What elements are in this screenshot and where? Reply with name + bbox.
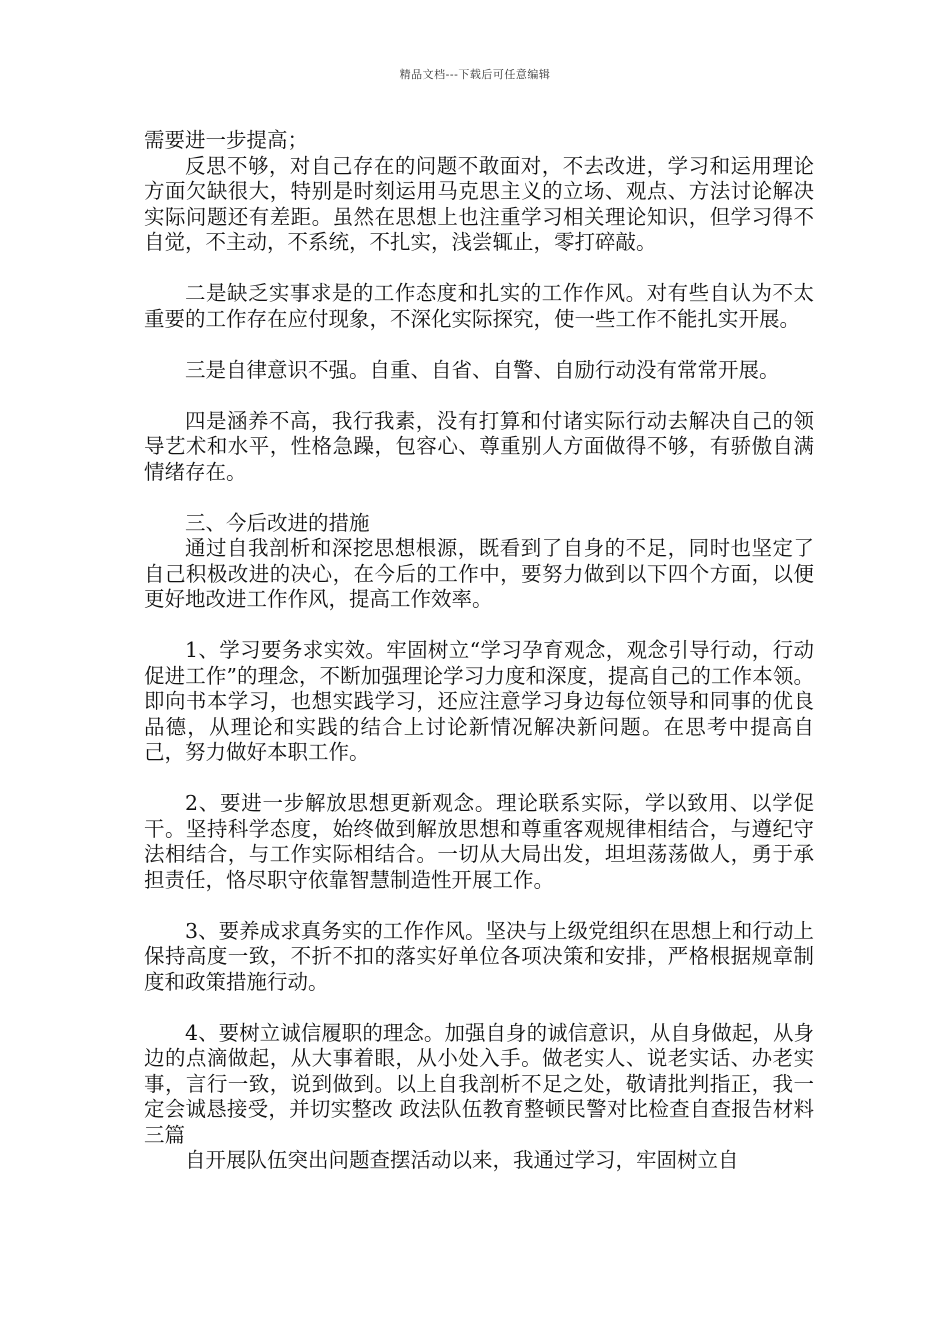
list-item: 2、要进一步解放思想更新观念。理论联系实际，学以致用、以学促干。坚持科学态度，始终做到解放思想和尊重客观规律相结合，与遵纪守法相结合，与工作实际相结合。一切从大局出发，坦坦荡荡做人，勇于承担责任，恪尽职守依靠智慧制造性开展工作。 [144, 791, 814, 892]
paragraph: 四是涵养不高，我行我素，没有打算和付诸实际行动去解决自己的领导艺术和水平，性格急躁，包容心、尊重别人方面做得不够，有骄傲自满情绪存在。 [144, 408, 814, 484]
section-heading: 三、今后改进的措施 [185, 510, 370, 535]
paragraph: 三是自律意识不强。自重、自省、自警、自励行动没有常常开展。 [185, 357, 780, 382]
paragraph: 自开展队伍突出问题查摆活动以来，我通过学习，牢固树立自 [185, 1148, 739, 1172]
paragraph: 二是缺乏实事求是的工作态度和扎实的工作作风。对有些自认为不太重要的工作存在应付现象，不深化实际探究，使一些工作不能扎实开展。 [144, 281, 814, 331]
paragraph: 反思不够，对自己存在的问题不敢面对，不去改进，学习和运用理论方面欠缺很大，特别是时刻运用马克思主义的立场、观点、方法讨论解决实际问题还有差距。虽然在思想上也注重学习相关理论知识，但学习得不自觉，不主动，不系统，不扎实，浅尝辄止，零打碎敲。 [144, 153, 814, 254]
paragraph: 需要进一步提高； [144, 128, 308, 152]
list-item: 4、要树立诚信履职的理念。加强自身的诚信意识，从自身做起，从身边的点滴做起，从大事着眼，从小处入手。做老实人、说老实话、办老实事，言行一致，说到做到。以上自我剖析不足之处，敬请批判指正，我一定会诚恳接受，并切实整改 政法队伍教育整顿民警对比检查自查报告材料三篇 [144, 1020, 814, 1147]
paragraph: 通过自我剖析和深挖思想根源，既看到了自身的不足，同时也坚定了自己积极改进的决心，在今后的工作中，要努力做到以下四个方面，以便更好地改进工作作风，提高工作效率。 [144, 536, 814, 611]
list-item: 3、要养成求真务实的工作作风。坚决与上级党组织在思想上和行动上保持高度一致，不折不扣的落实好单位各项决策和安排，严格根据规章制度和政策措施行动。 [144, 918, 814, 994]
document-body [144, 128, 814, 1174]
page-header: 精品文档---下载后可任意编辑 [399, 68, 551, 81]
list-item: 1、学习要务求实效。牢固树立“学习孕育观念，观念引导行动，行动促进工作”的理念，不断加强理论学习力度和深度，提高自己的工作本领。即向书本学习，也想实践学习，还应注意学习身边每位领导和同事的优良品德，从理论和实践的结合上讨论新情况解决新问题。在思考中提高自己，努力做好本职工作。 [144, 638, 814, 764]
